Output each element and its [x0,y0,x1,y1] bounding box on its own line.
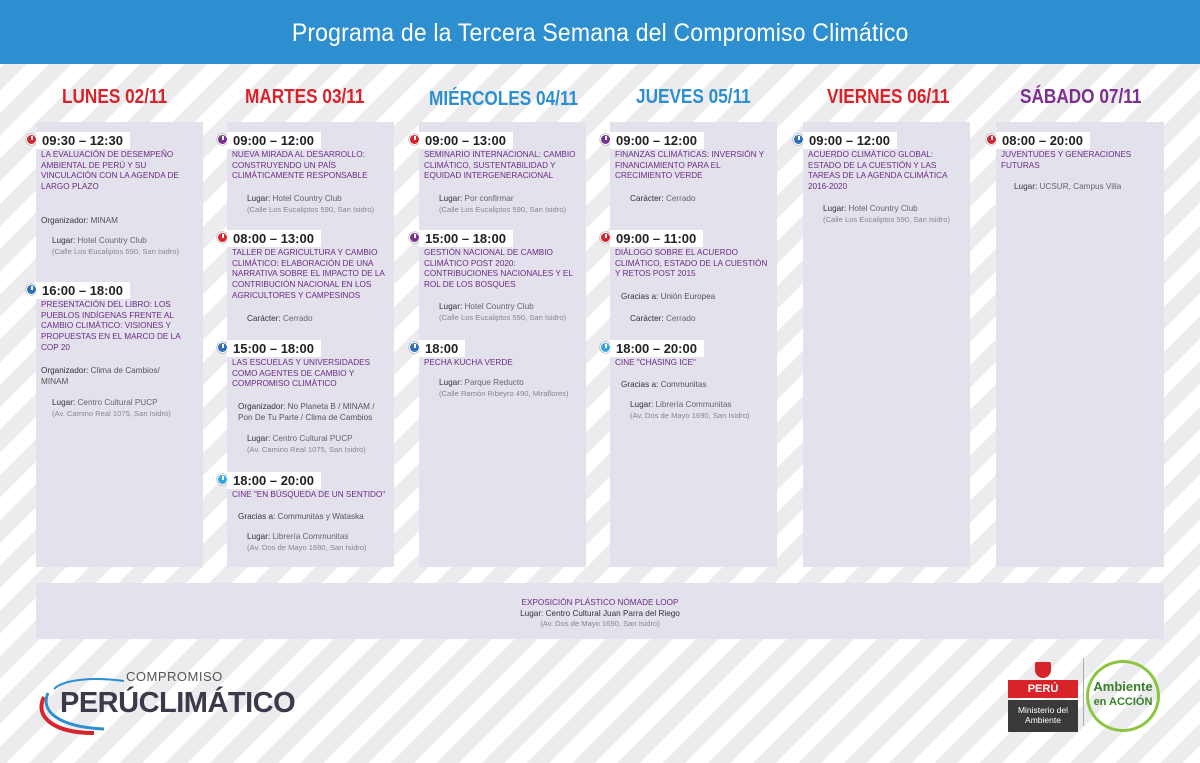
event-location: Lugar: Centro Cultural PUCP (Av. Camino Real 1075, San Isidro) [247,434,366,454]
day-header-saturday: SÁBADO 07/11 [1020,86,1142,108]
logo-divider [1083,658,1084,726]
event-character: Carácter: Cerrado [630,314,696,323]
event-character: Carácter: Cerrado [630,194,696,203]
exhibition-banner [36,583,1164,639]
event-thanks: Gracias a: Communitas y Wataska [238,512,364,521]
event-title: PECHA KUCHA VERDE [424,358,513,367]
day-header-wednesday: MIÉRCOLES 04/11 [429,88,579,110]
event-time: 08:00 – 13:00 [227,230,321,247]
event-title: CINE "EN BÚSQUEDA DE UN SENTIDO" [232,490,386,499]
exhibition-title: EXPOSICIÓN PLÁSTICO NÓMADE LOOP [521,598,679,607]
event-location: Lugar: Centro Cultural PUCP (Av. Camino Real 1075, San Isidro) [52,398,171,418]
event-location: Lugar: Librería Communitas (Av. Dos de Mayo 1690, San Isidro) [247,532,367,552]
friday-column [803,122,970,567]
day-header-thursday: JUEVES 05/11 [636,86,751,108]
event-time: 09:00 – 12:00 [227,132,321,149]
event-title: FINANZAS CLIMÁTICAS: INVERSIÓN Y FINANCIAMIENTO PARA EL CRECIMIENTO VERDE [615,150,764,181]
event-title: PRESENTACIÓN DEL LIBRO: LOS PUEBLOS INDÍGENAS FRENTE AL CAMBIO CLIMÁTICO: VISIONES Y PROPUESTAS EN EL MARCO DE LA COP 20 [41,300,181,352]
event-location: Lugar: Hotel Country Club (Calle Los Eucaliptos 590, San Isidro) [439,302,567,322]
event-location: Lugar: Hotel Country Club (Calle Los Eucaliptos 590, San Isidro) [52,236,180,256]
logo-compromiso-text: COMPROMISO [126,669,223,684]
exhibition-address: (Av. Dos de Mayo 1690, San Isidro) [540,619,660,629]
event-location: Lugar: Parque Reducto (Calle Ramón Ribeyro 490, Miraflores) [439,378,569,398]
compromiso-peru-climatico-logo [34,667,296,737]
logo-accion-text: en ACCIÓN [1093,696,1153,708]
ministerio-ambiente-logo [1008,660,1078,728]
event-time: 09:30 – 12:30 [36,132,130,149]
event-time: 18:00 [419,340,465,357]
event-location: Lugar: Por confirmar (Calle Los Eucaliptos 590, San Isidro) [439,194,567,214]
event-location: Lugar: Librería Communitas (Av. Dos de Mayo 1690, San Isidro) [630,400,750,420]
page-title: Programa de la Tercera Semana del Compromiso Climático [291,19,909,47]
event-thanks: Gracias a: Unión Europea [621,292,716,301]
event-title: TALLER DE AGRICULTURA Y CAMBIO CLIMÁTICO: ELABORACIÓN DE UNA NARRATIVA SOBRE EL IMPACTO DE LA CONTRIBUCIÓN NACIONAL EN LOS AGRICULTORES Y CAMPESINOS [232,248,385,300]
event-title: LA EVALUACIÓN DE DESEMPEÑO AMBIENTAL DE PERÚ Y SU VINCULACIÓN CON LA AGENDA DE LARGO PLAZO [41,150,179,192]
event-time: 09:00 – 12:00 [803,132,897,149]
event-time: 15:00 – 18:00 [419,230,513,247]
logo-ambiente-text: Ambiente [1093,679,1153,694]
logo-peru-climatico-text: PERÚCLIMÁTICO [60,687,296,719]
thursday-column [610,122,777,567]
event-time: 16:00 – 18:00 [36,282,130,299]
tuesday-column [227,122,394,567]
event-title: CINE "CHASING ICE" [615,358,696,367]
event-time: 09:00 – 13:00 [419,132,513,149]
event-organizer: Organizador: Clima de Cambios/ MINAM [41,366,160,386]
event-organizer: Organizador: MINAM [41,216,118,225]
logo-peru-text: PERÚ [1008,680,1078,698]
wednesday-column [419,122,586,567]
event-title: JUVENTUDES Y GENERACIONES FUTURAS [1001,150,1132,170]
event-title: DIÁLOGO SOBRE EL ACUERDO CLIMÁTICO, ESTADO DE LA CUESTIÓN Y RETOS POST 2015 [615,248,768,279]
event-time: 18:00 – 20:00 [610,340,704,357]
ambiente-en-accion-logo [1086,660,1160,732]
event-thanks: Gracias a: Communitas [621,380,707,389]
event-title: ACUERDO CLIMÁTICO GLOBAL: ESTADO DE LA CUESTIÓN Y LAS TAREAS DE LA AGENDA CLIMÁTICA 2016-2020 [808,150,948,192]
event-character: Carácter: Cerrado [247,314,313,323]
event-location: Lugar: Hotel Country Club (Calle Los Eucaliptos 590, San Isidro) [823,204,951,224]
saturday-column [996,122,1164,567]
peru-shield-icon [1035,662,1051,678]
event-location: Lugar: Hotel Country Club (Calle Los Eucaliptos 590, San Isidro) [247,194,375,214]
event-title: NUEVA MIRADA AL DESARROLLO: CONSTRUYENDO UN PAÍS CLIMÁTICAMENTE RESPONSABLE [232,150,368,181]
logo-ministerio-text: Ministerio del Ambiente [1008,700,1078,732]
event-time: 08:00 – 20:00 [996,132,1090,149]
day-header-friday: VIERNES 06/11 [827,86,950,108]
event-title: SEMINARIO INTERNACIONAL: CAMBIO CLIMÁTICO, SUSTENTABILIDAD Y EQUIDAD INTERGENERACIONAL [424,150,576,181]
day-header-tuesday: MARTES 03/11 [245,86,365,108]
event-time: 18:00 – 20:00 [227,472,321,489]
event-organizer: Organizador: No Planeta B / MINAM / Pon De Tu Parte / Clima de Cambios [238,402,375,422]
event-title: LAS ESCUELAS Y UNIVERSIDADES COMO AGENTES DE CAMBIO Y COMPROMISO CLIMÁTICO [232,358,371,389]
event-location: Lugar: UCSUR, Campus Villa [1014,182,1122,191]
event-time: 09:00 – 12:00 [610,132,704,149]
title-banner [0,0,1200,64]
event-title: GESTIÓN NACIONAL DE CAMBIO CLIMÁTICO POST 2020: CONTRIBUCIONES NACIONALES Y EL ROL DE LOS BOSQUES [424,248,573,290]
exhibition-location: Lugar: Centro Cultural Juan Parra del Riego [520,608,680,618]
day-header-monday: LUNES 02/11 [62,86,168,108]
event-time: 09:00 – 11:00 [610,230,703,247]
monday-column [36,122,203,567]
event-time: 15:00 – 18:00 [227,340,321,357]
